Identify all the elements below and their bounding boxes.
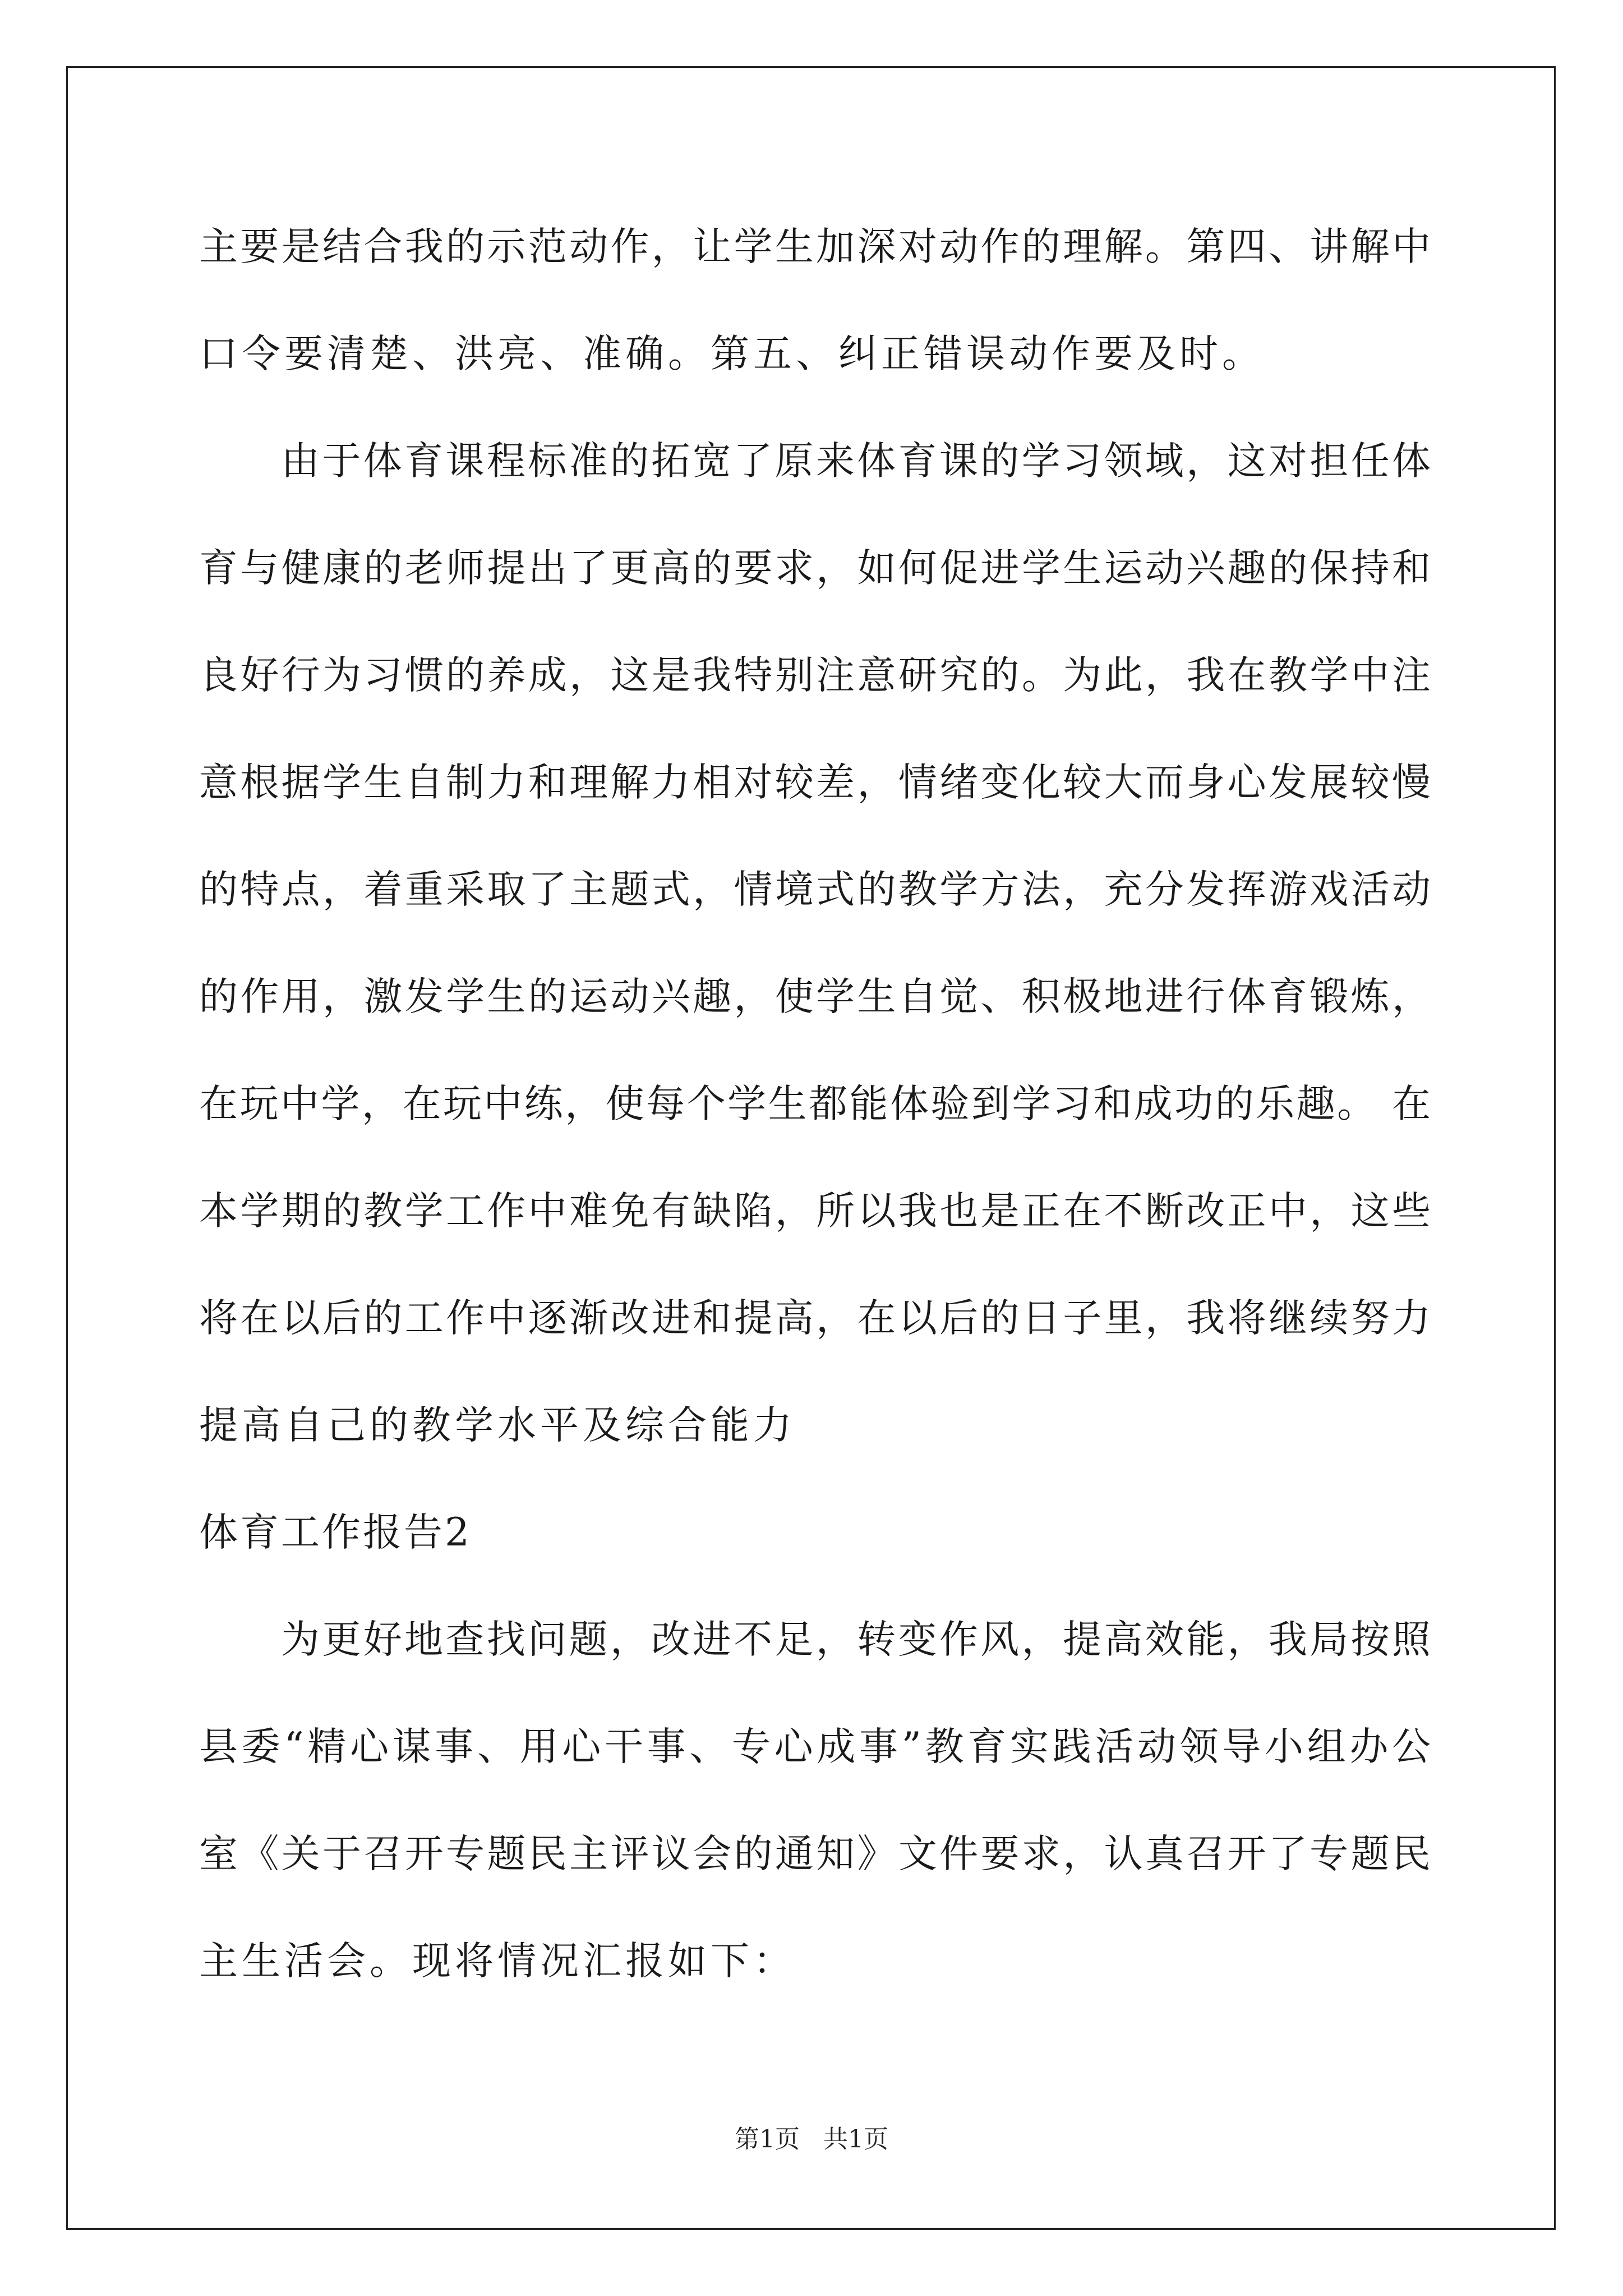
text-line: 主要是结合我的示范动作，让学生加深对动作的理解。第四、讲解中 xyxy=(199,224,1431,269)
text-line: 由于体育课程标准的拓宽了原来体育课的学习领域，这对担任体 xyxy=(281,439,1431,484)
page-number-footer: 第1页 共1页 xyxy=(735,2125,888,2154)
text-line: 意根据学生自制力和理解力相对较差，情绪变化较大而身心发展较慢 xyxy=(199,760,1431,805)
text-line: 口令要清楚、洪亮、准确。第五、纠正错误动作要及时。 xyxy=(199,332,1265,376)
text-line: 提高自己的教学水平及综合能力 xyxy=(199,1403,796,1448)
text-line: 本学期的教学工作中难免有缺陷，所以我也是正在不断改正中，这些 xyxy=(199,1189,1431,1234)
text-line: 主生活会。现将情况汇报如下： xyxy=(199,1939,796,1984)
text-line: 的特点，着重采取了主题式，情境式的教学方法，充分发挥游戏活动 xyxy=(199,867,1431,912)
paragraph-3 xyxy=(199,1609,1431,2037)
text-line: 的作用，激发学生的运动兴趣，使学生自觉、积极地进行体育锻炼， xyxy=(199,974,1431,1019)
text-line: 将在以后的工作中逐渐改进和提高，在以后的日子里，我将继续努力 xyxy=(199,1296,1431,1341)
text-line: 室《关于召开专题民主评议会的通知》文件要求，认真召开了专题民 xyxy=(199,1832,1431,1876)
section-heading: 体育工作报告2 xyxy=(199,1510,472,1555)
text-line: 良好行为习惯的养成，这是我特别注意研究的。为此，我在教学中注 xyxy=(199,653,1431,698)
paragraph-2 xyxy=(199,430,1431,1502)
text-line: 县委“精心谋事、用心干事、专心成事”教育实践活动领导小组办公 xyxy=(199,1724,1431,1769)
text-line: 为更好地查找问题，改进不足，转变作风，提高效能，我局按照 xyxy=(281,1617,1431,1662)
paragraph-1 xyxy=(199,216,1431,430)
text-line: 育与健康的老师提出了更高的要求，如何促进学生运动兴趣的保持和 xyxy=(199,546,1431,591)
text-line: 在玩中学，在玩中练，使每个学生都能体验到学习和成功的乐趣。 在 xyxy=(199,1082,1431,1126)
document-body xyxy=(199,216,1431,2037)
